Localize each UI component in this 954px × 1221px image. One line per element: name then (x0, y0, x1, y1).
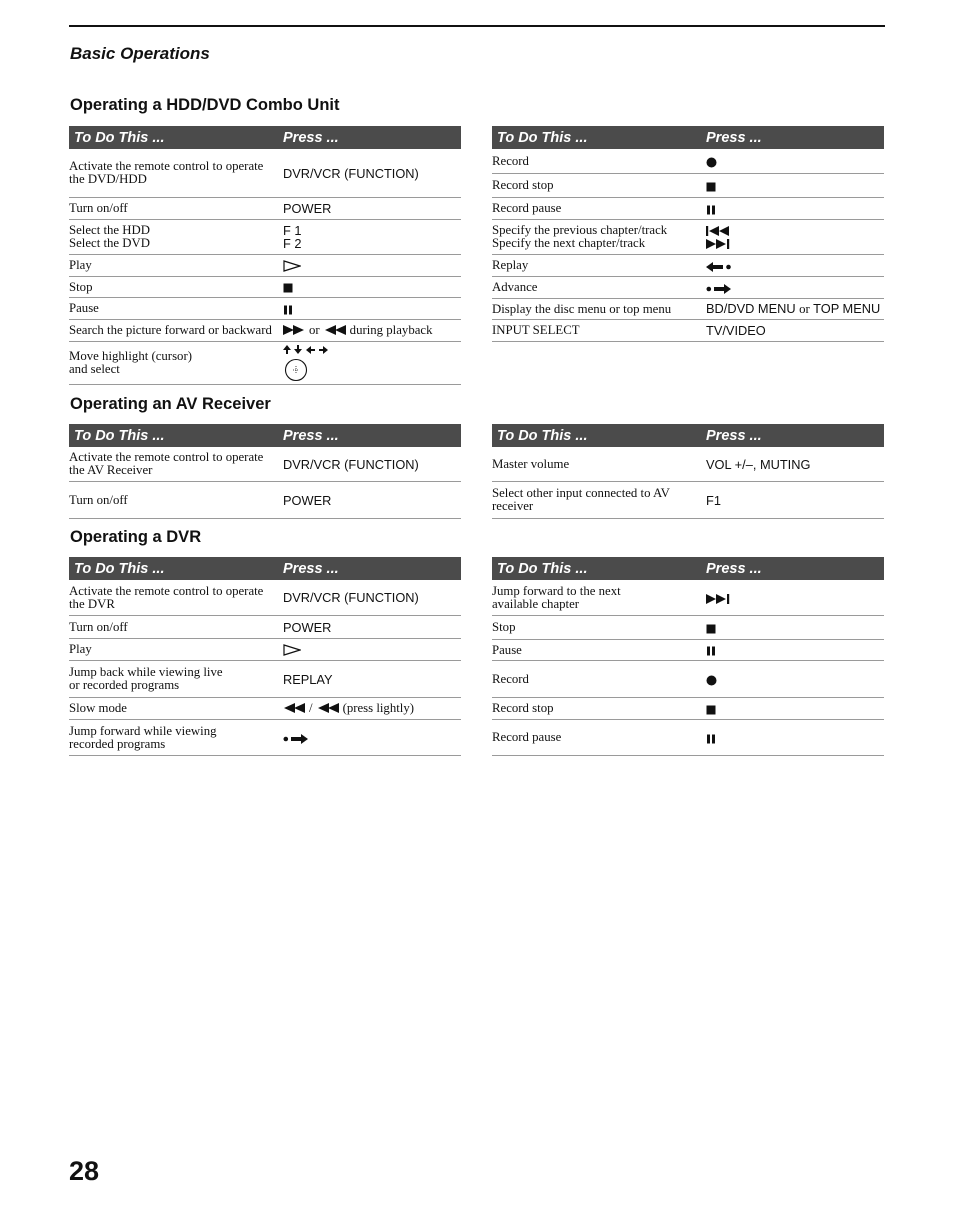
table-row (69, 639, 461, 661)
row-action: Move highlight (cursor) and select (69, 349, 192, 376)
row-action: Record (492, 153, 529, 168)
skip-next-icon (706, 239, 730, 249)
row-press: POWER (283, 619, 332, 635)
section-title-hdd-dvd: Operating a HDD/DVD Combo Unit (70, 96, 340, 114)
hdd-dvd-table-right (492, 126, 884, 342)
row-action: Record pause (492, 730, 562, 744)
enter-icon (283, 358, 309, 382)
table-row (69, 698, 461, 720)
row-press: BD/DVD MENU or TOP MENU (706, 301, 881, 316)
table-header (492, 126, 884, 149)
row-press (706, 154, 884, 167)
table-row (492, 616, 884, 640)
table-row (492, 661, 884, 698)
table-row (492, 640, 884, 661)
table-row (492, 447, 884, 482)
row-action: Stop (69, 279, 93, 294)
table-row (69, 447, 461, 482)
row-action: Activate the remote control to operate the DVR (69, 583, 264, 611)
table-row (492, 255, 884, 277)
rewind-icon (283, 703, 305, 713)
table-header (69, 424, 461, 447)
table-row (492, 198, 884, 220)
table-row (492, 174, 884, 198)
section-title-dvr: Operating a DVR (70, 528, 202, 546)
row-press: TV/VIDEO (706, 323, 766, 338)
arrows-icon (283, 345, 329, 355)
row-press (706, 179, 884, 192)
table-row (69, 580, 461, 616)
pause-icon (706, 646, 716, 656)
row-press (283, 643, 461, 657)
rewind-icon (324, 325, 346, 335)
row-press (706, 621, 884, 634)
header-to-do: To Do This ... (74, 427, 165, 444)
table-row (492, 698, 884, 720)
row-press: REPLAY (283, 671, 333, 687)
table-row (492, 149, 884, 174)
play-outline-icon (283, 260, 301, 272)
header-to-do: To Do This ... (497, 427, 588, 444)
row-press (706, 591, 884, 604)
row-action: Turn on/off (69, 201, 128, 215)
row-press: VOL +/–, MUTING (706, 456, 811, 472)
row-action: Pause (492, 642, 522, 657)
stop-icon (283, 283, 293, 293)
table-header (69, 126, 461, 149)
row-action: Select other input connected to AV receiver (492, 486, 670, 513)
row-action: Turn on/off (69, 619, 128, 634)
row-action: Slow mode (69, 701, 127, 715)
header-press: Press ... (706, 427, 762, 444)
row-action: Specify the previous chapter/track Specify the next chapter/track (492, 223, 668, 250)
row-action: Activate the remote control to operate the AV Receiver (69, 450, 264, 477)
av-receiver-table-left (69, 424, 461, 519)
row-press: DVR/VCR (FUNCTION) (283, 590, 419, 605)
row-press (706, 259, 884, 272)
row-action: Record (492, 671, 529, 686)
table-row (492, 320, 884, 342)
table-row (69, 255, 461, 277)
hdd-dvd-table-left (69, 126, 461, 385)
table-row (492, 220, 884, 255)
row-press (283, 345, 461, 382)
dvr-table-left (69, 557, 461, 756)
row-press (706, 226, 884, 249)
row-action: Jump back while viewing live or recorded programs (69, 665, 223, 692)
header-press: Press ... (706, 129, 762, 146)
row-press: / (press lightly) (283, 702, 461, 716)
row-press (706, 672, 884, 685)
table-row (69, 720, 461, 756)
table-row (69, 277, 461, 298)
stop-icon (706, 624, 716, 634)
record-icon (706, 675, 717, 686)
row-action: Advance (492, 280, 538, 294)
pause-icon (283, 305, 293, 315)
top-rule (69, 25, 885, 27)
table-row (69, 220, 461, 255)
stop-icon (706, 705, 716, 715)
row-action: Select the HDD Select the DVD (69, 223, 151, 250)
advance-icon (706, 284, 732, 294)
row-action: Play (69, 642, 92, 656)
row-press: or during playback (283, 324, 461, 338)
row-action: Turn on/off (69, 492, 128, 507)
row-press (706, 281, 884, 294)
table-row (69, 298, 461, 320)
table-row (492, 482, 884, 519)
row-action: Search the picture forward or backward (69, 323, 272, 337)
row-press (283, 281, 461, 294)
pause-icon (706, 205, 716, 215)
row-action: Pause (69, 301, 99, 315)
table-header (492, 557, 884, 580)
advance-icon (283, 734, 309, 744)
row-action: Activate the remote control to operate the DVD/HDD (69, 159, 264, 186)
table-row (69, 482, 461, 519)
table-header (69, 557, 461, 580)
skip-next-icon (706, 594, 730, 604)
row-press: DVR/VCR (FUNCTION) (283, 456, 419, 472)
table-row (492, 580, 884, 616)
fast-forward-icon (283, 325, 305, 335)
row-action: Replay (492, 258, 529, 272)
row-action: Master volume (492, 456, 570, 471)
row-press (706, 644, 884, 657)
header-press: Press ... (283, 129, 339, 146)
stop-icon (706, 182, 716, 192)
table-row (69, 320, 461, 342)
header-to-do: To Do This ... (497, 560, 588, 577)
row-action: Jump forward while viewing recorded programs (69, 723, 217, 751)
table-row (69, 149, 461, 198)
section-title-av-receiver: Operating an AV Receiver (70, 395, 271, 413)
dvr-table-right (492, 557, 884, 756)
play-outline-icon (283, 644, 301, 656)
table-row (492, 299, 884, 320)
row-press (706, 202, 884, 215)
rewind-icon (317, 703, 339, 713)
row-action: Stop (492, 620, 516, 634)
table-row (492, 277, 884, 299)
table-row (69, 198, 461, 220)
header-press: Press ... (283, 427, 339, 444)
header-to-do: To Do This ... (497, 129, 588, 146)
row-action: Record stop (492, 178, 554, 192)
row-action: Jump forward to the next available chapter (492, 583, 621, 611)
header-press: Press ... (706, 560, 762, 577)
row-action: Play (69, 258, 92, 272)
row-press (283, 731, 461, 744)
row-action: Record stop (492, 701, 554, 715)
row-press: POWER (283, 492, 332, 508)
table-row (69, 342, 461, 385)
header-to-do: To Do This ... (74, 560, 165, 577)
table-row (69, 616, 461, 639)
row-press: F 1 F 2 (283, 223, 302, 251)
page-number: 28 (69, 1156, 100, 1186)
row-action: INPUT SELECT (492, 323, 580, 337)
skip-previous-icon (706, 226, 730, 236)
row-action: Record pause (492, 201, 562, 215)
replay-icon (706, 262, 732, 272)
row-press (706, 702, 884, 715)
pause-icon (706, 734, 716, 744)
row-press: POWER (283, 201, 332, 216)
row-press (283, 302, 461, 315)
av-receiver-table-right (492, 424, 884, 519)
row-press: F1 (706, 492, 721, 508)
row-press: DVR/VCR (FUNCTION) (283, 165, 419, 181)
header-to-do: To Do This ... (74, 129, 165, 146)
table-header (492, 424, 884, 447)
row-action: Display the disc menu or top menu (492, 301, 672, 316)
record-icon (706, 157, 717, 168)
header-press: Press ... (283, 560, 339, 577)
table-row (492, 720, 884, 756)
table-row (69, 661, 461, 698)
row-press (706, 731, 884, 744)
row-press (283, 259, 461, 273)
chapter-title: Basic Operations (70, 44, 210, 63)
